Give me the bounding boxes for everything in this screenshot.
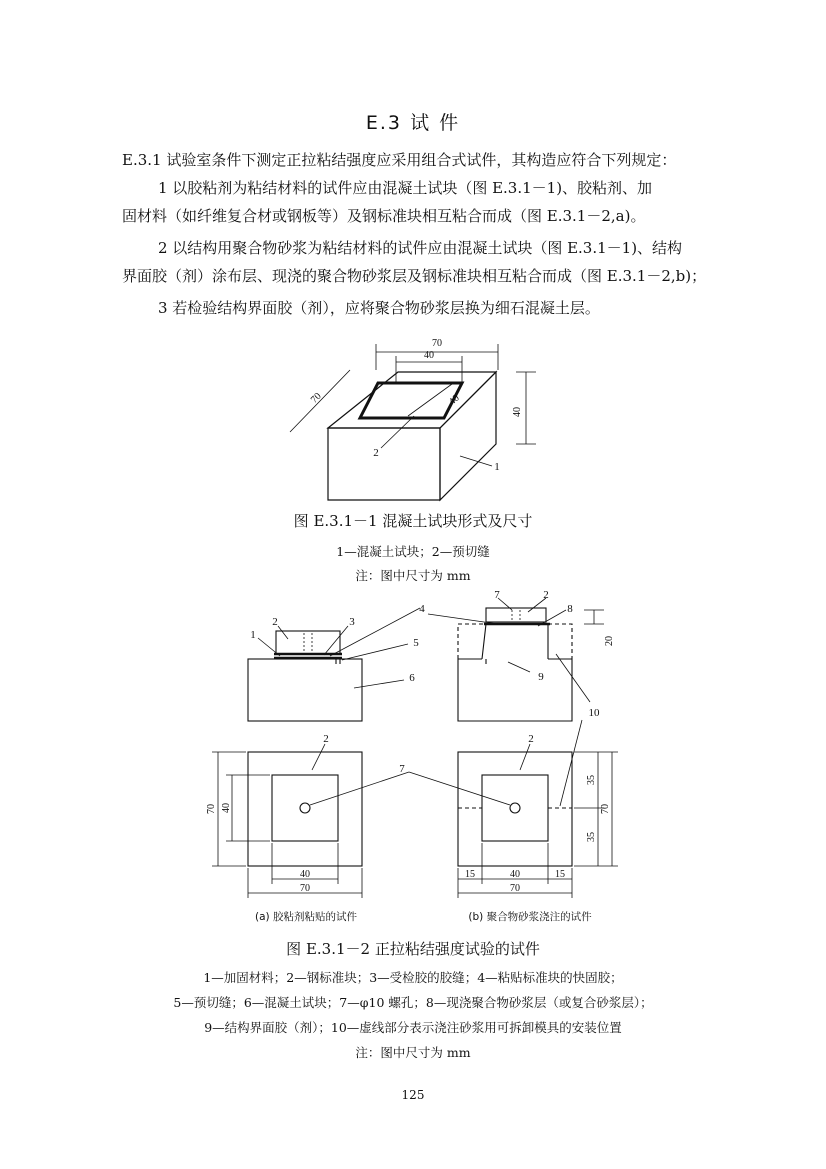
dim-b-70-horizontal: 70	[510, 883, 520, 894]
section-title: E.3 试 件	[365, 112, 461, 134]
figure-2-legend-line-2: 5—预切缝；6—混凝土试块；7—φ10 螺孔；8—现浇聚合物砂浆层（或复合砂浆层）；	[173, 995, 653, 1010]
fig2-label-3: 3	[349, 616, 355, 628]
fig2-label-8: 8	[567, 603, 573, 615]
dim-40-height: 40	[512, 407, 523, 417]
dim-b-40: 40	[510, 869, 520, 880]
dim-70-depth: 70	[308, 390, 324, 406]
fig2b-elevation	[458, 608, 572, 721]
figure-2-note: 注：图中尺寸为 mm	[355, 1045, 471, 1060]
item-2-line-1: 2 以结构用聚合物砂浆为粘结材料的试件应由混凝土试块（图 E.3.1－1)、结构	[158, 239, 683, 257]
concrete-block-outline	[328, 372, 496, 500]
fig2-label-5: 5	[413, 637, 419, 649]
dim-70-top: 70	[432, 338, 442, 349]
figure-1-note: 注：图中尺寸为 mm	[355, 568, 471, 583]
dim-b-35-top: 35	[586, 775, 597, 785]
dim-a-70-horizontal: 70	[300, 883, 310, 894]
fig1-label-2: 2	[373, 447, 379, 459]
fig2b-plan	[458, 752, 572, 866]
fig2b-plan-label-2: 2	[528, 733, 534, 745]
fig2-label-6: 6	[409, 672, 415, 684]
dim-a-40-horizontal: 40	[300, 869, 310, 880]
dim-b-15-right: 15	[555, 869, 565, 880]
fig2a-label-2: 2	[272, 616, 278, 628]
clause-e-3-1: E.3.1 试验室条件下测定正拉粘结强度应采用组合式试件，其构造应符合下列规定：	[122, 151, 677, 169]
fig2-label-7-plan: 7	[399, 763, 405, 775]
item-3: 3 若检验结构界面胶（剂），应将聚合物砂浆层换为细石混凝土层。	[158, 299, 600, 317]
figure-1-legend: 1—混凝土试块；2—预切缝	[336, 544, 490, 559]
figure-2-legend-line-3: 9—结构界面胶（剂）；10—虚线部分表示浇注砂浆用可拆卸模具的安装位置	[204, 1020, 622, 1035]
dim-a-40-vertical: 40	[221, 803, 232, 813]
dim-40-top: 40	[424, 350, 434, 361]
fig1-label-1: 1	[494, 461, 500, 473]
fig2-label-4: 4	[419, 603, 425, 615]
dim-a-70-vertical: 70	[206, 804, 217, 814]
figure-2-legend-line-1: 1—加固材料；2—钢标准块；3—受检胶的胶缝；4—粘贴标准块的快固胶；	[203, 970, 623, 985]
fig2b-label-2: 2	[543, 589, 549, 601]
item-2-line-2: 界面胶（剂）涂布层、现浇的聚合物砂浆层及钢标准块相互粘合而成（图 E.3.1－2,b)；	[122, 267, 707, 285]
fig2a-plan	[248, 752, 362, 866]
page-number: 125	[401, 1088, 425, 1102]
item-1-line-1: 1 以胶粘剂为粘结材料的试件应由混凝土试块（图 E.3.1－1)、胶粘剂、加	[158, 179, 653, 197]
dim-20: 20	[604, 636, 615, 646]
fig2-sub-caption-a: (a) 胶粘剂粘贴的试件	[255, 911, 357, 923]
dim-40-depth: 40	[446, 392, 462, 408]
figure-2-caption: 图 E.3.1－2 正拉粘结强度试验的试件	[286, 940, 540, 958]
fig2-label-1: 1	[250, 629, 256, 641]
figure-1-caption: 图 E.3.1－1 混凝土试块形式及尺寸	[293, 512, 533, 530]
fig2-label-9: 9	[538, 671, 544, 683]
fig2-label-10: 10	[588, 707, 600, 719]
fig2-label-7-top: 7	[494, 589, 500, 601]
dim-b-70-vertical: 70	[600, 804, 611, 814]
item-1-line-2: 固材料（如纤维复合材或钢板等）及钢标准块相互粘合而成（图 E.3.1－2,a)。	[122, 207, 646, 225]
fig2-sub-caption-b: (b) 聚合物砂浆浇注的试件	[468, 911, 592, 923]
dim-b-35-bottom: 35	[586, 832, 597, 842]
dim-b-15-left: 15	[465, 869, 475, 880]
fig2a-plan-label-2: 2	[323, 733, 329, 745]
fig2a-elevation	[248, 631, 362, 721]
